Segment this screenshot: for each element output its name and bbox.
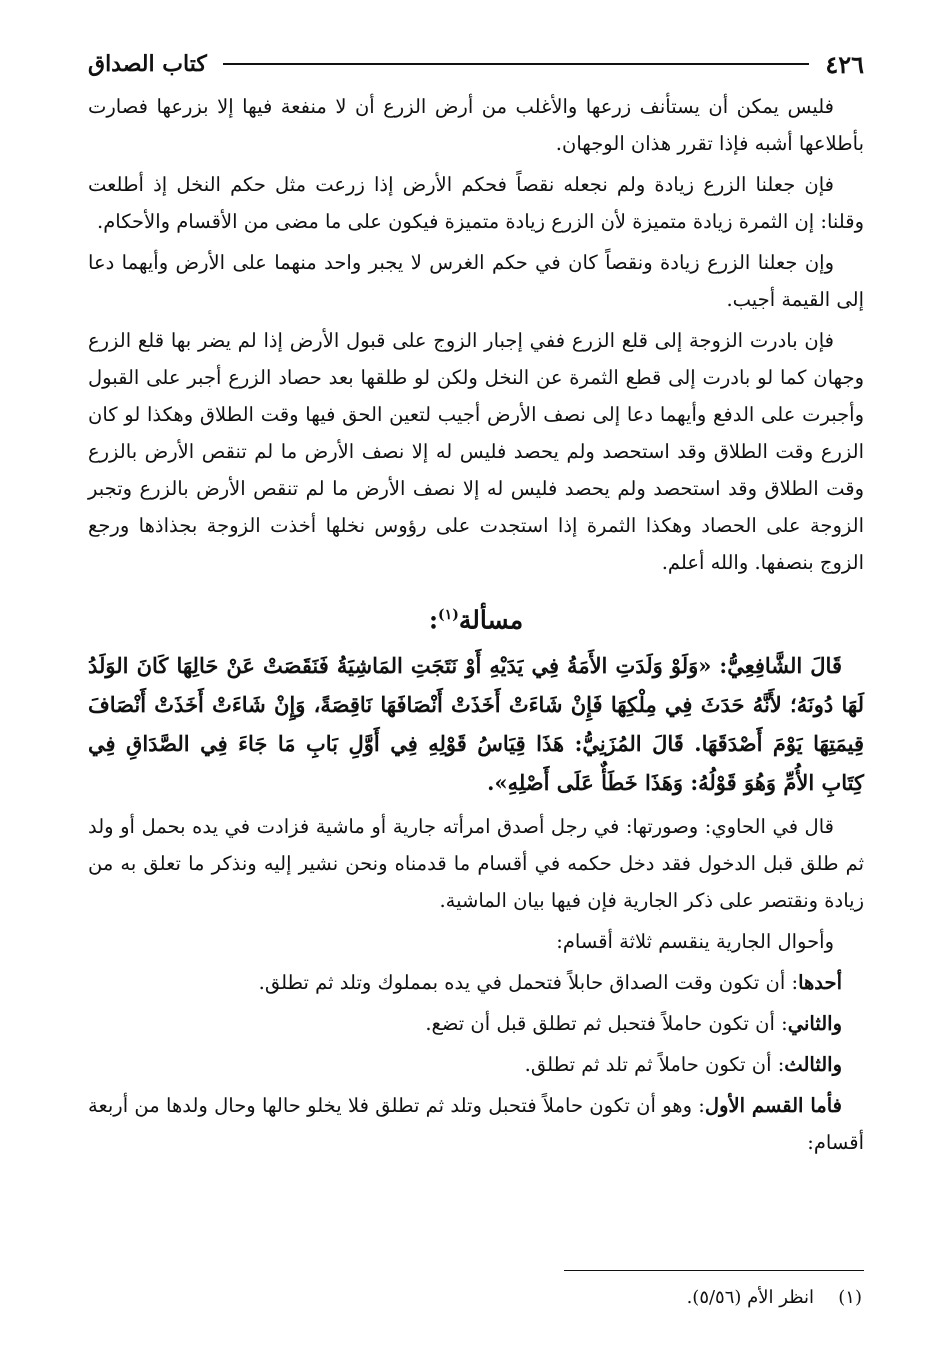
header-rule	[223, 63, 810, 65]
division-item	[88, 1005, 864, 1042]
page-number: ٤٢٦	[825, 49, 864, 79]
shafii-quote: قَالَ الشَّافِعِيُّ: «وَلَوْ وَلَدَتِ الأَمَةُ فِي يَدَيْهِ أَوْ نَتَجَتِ المَاشِيَةُ فَنَقَصَتْ عَنْ حَالِهَا كَانَ الوَلَدُ لَهَا دُونَهُ؛ لأَنَّهُ حَدَثَ فِي مِلْكِهَا فَإِنْ شَاءَتْ أَخَذَتْ أَنْصَافَهَا نَاقِصَةً، وَإِنْ شَاءَتْ أَخَذَتْ أَنْصَافَ قِيمَتِهَا يَوْمَ أَصْدَقَهَا. قَالَ المُزَنِيُّ: هَذَا قِيَاسُ قَوْلِهِ فِي أَوَّلِ بَابِ مَا جَاءَ فِي الصَّدَاقِ فِي كِتَابِ الأُمِّ وَهُوَ قَوْلُهُ: وَهَذَا خَطَأٌ عَلَى أَصْلِهِ».	[88, 653, 864, 796]
first-division-lead: فأما القسم الأول	[704, 1094, 842, 1118]
paragraph: فليس يمكن أن يستأنف زرعها والأغلب من أرض الزرع أن لا منفعة فيها إلا بزرعها فصارت بأطلاعها أشبه فإذا تقرر هذان الوجهان.	[88, 95, 864, 155]
book-title: كتاب الصداق	[88, 51, 207, 77]
footnote	[88, 1284, 862, 1312]
paragraph: فإن جعلنا الزرع زيادة ولم نجعله نقصاً فحكم الأرض إذا زرعت مثل حكم النخل إذ أطلعت وقلنا: إن الثمرة زيادة متميزة لأن الزرع زيادة متميزة فيكون على ما مضى من الأقسام والأحكام.	[88, 173, 864, 233]
footnote-reference: (١)	[438, 607, 459, 623]
footnote-rule	[564, 1270, 864, 1271]
division-lead: أحدها	[798, 971, 842, 995]
division-lead: والثالث	[784, 1053, 842, 1077]
section-title: مسألة	[458, 605, 524, 635]
commentary-paragraph: وأحوال الجارية ينقسم ثلاثة أقسام:	[556, 930, 834, 954]
footnote-number: (١)	[838, 1287, 862, 1308]
division-item	[88, 964, 864, 1001]
page-header	[88, 46, 864, 82]
section-heading	[88, 593, 864, 642]
division-text: : أن تكون وقت الصداق حابلاً فتحمل في يده بمملوك وتلد ثم تطلق.	[258, 971, 799, 995]
commentary-paragraph: قال في الحاوي: وصورتها: في رجل أصدق امرأته جارية أو ماشية فزادت في يده بحمل أو ولد ثم طلق قبل الدخول فقد دخل حكمه في أقسام ما قدمناه ونحن نشير إليه ونذكر ما تعلق به من زيادة ونقتصر على ذكر الجارية فإن فيها بيان الماشية.	[88, 815, 864, 913]
paragraph: وإن جعلنا الزرع زيادة ونقصاً كان في حكم الغرس لا يجبر واحد منهما على الأرض وأيهما دعا إلى القيمة أجيب.	[88, 251, 864, 311]
paragraph: فإن بادرت الزوجة إلى قلع الزرع ففي إجبار الزوج على قبول الأرض إذا لم يضر بها قلع الزرع وجهان كما لو بادرت إلى قطع الثمرة عن النخل ولكن لو طلقها بعد حصاد الزرع أجبر على القبول وأجبرت على الدفع وأيهما دعا إلى نصف الأرض أجيب لتعين الحق فيها وقت الطلاق وهكذا لو كان الزرع وقت الطلاق وقد استحصد ولم يحصد فليس له إلا نصف الأرض ما لم تنقص الأرض بالزرع وقت الطلاق وقد استحصد ولم يحصد فليس له إلا نصف الأرض ما لم تنقص الأرض بالزرع وتجبر الزوجة على الحصاد وهكذا الثمرة إذا استجدت على رؤوس نخلها أخذت الزوجة بجذاذها ورجع الزوج بنصفها. والله أعلم.	[88, 329, 864, 574]
division-lead: والثاني	[787, 1012, 842, 1036]
section-colon: :	[428, 605, 439, 635]
page-body	[88, 88, 864, 1165]
first-division-text: : وهو أن تكون حاملاً فتحبل وتلد ثم تطلق فلا يخلو حالها وحال ولدها من أربعة أقسام:	[88, 1094, 864, 1155]
division-item	[88, 1046, 864, 1083]
division-text: : أن تكون حاملاً ثم تلد ثم تطلق.	[524, 1053, 785, 1077]
division-text: : أن تكون حاملاً فتحبل ثم تطلق قبل أن تضع.	[425, 1012, 788, 1036]
footnote-text: انظر الأم (٥/٥٦).	[686, 1287, 814, 1308]
first-division-paragraph	[88, 1087, 864, 1161]
